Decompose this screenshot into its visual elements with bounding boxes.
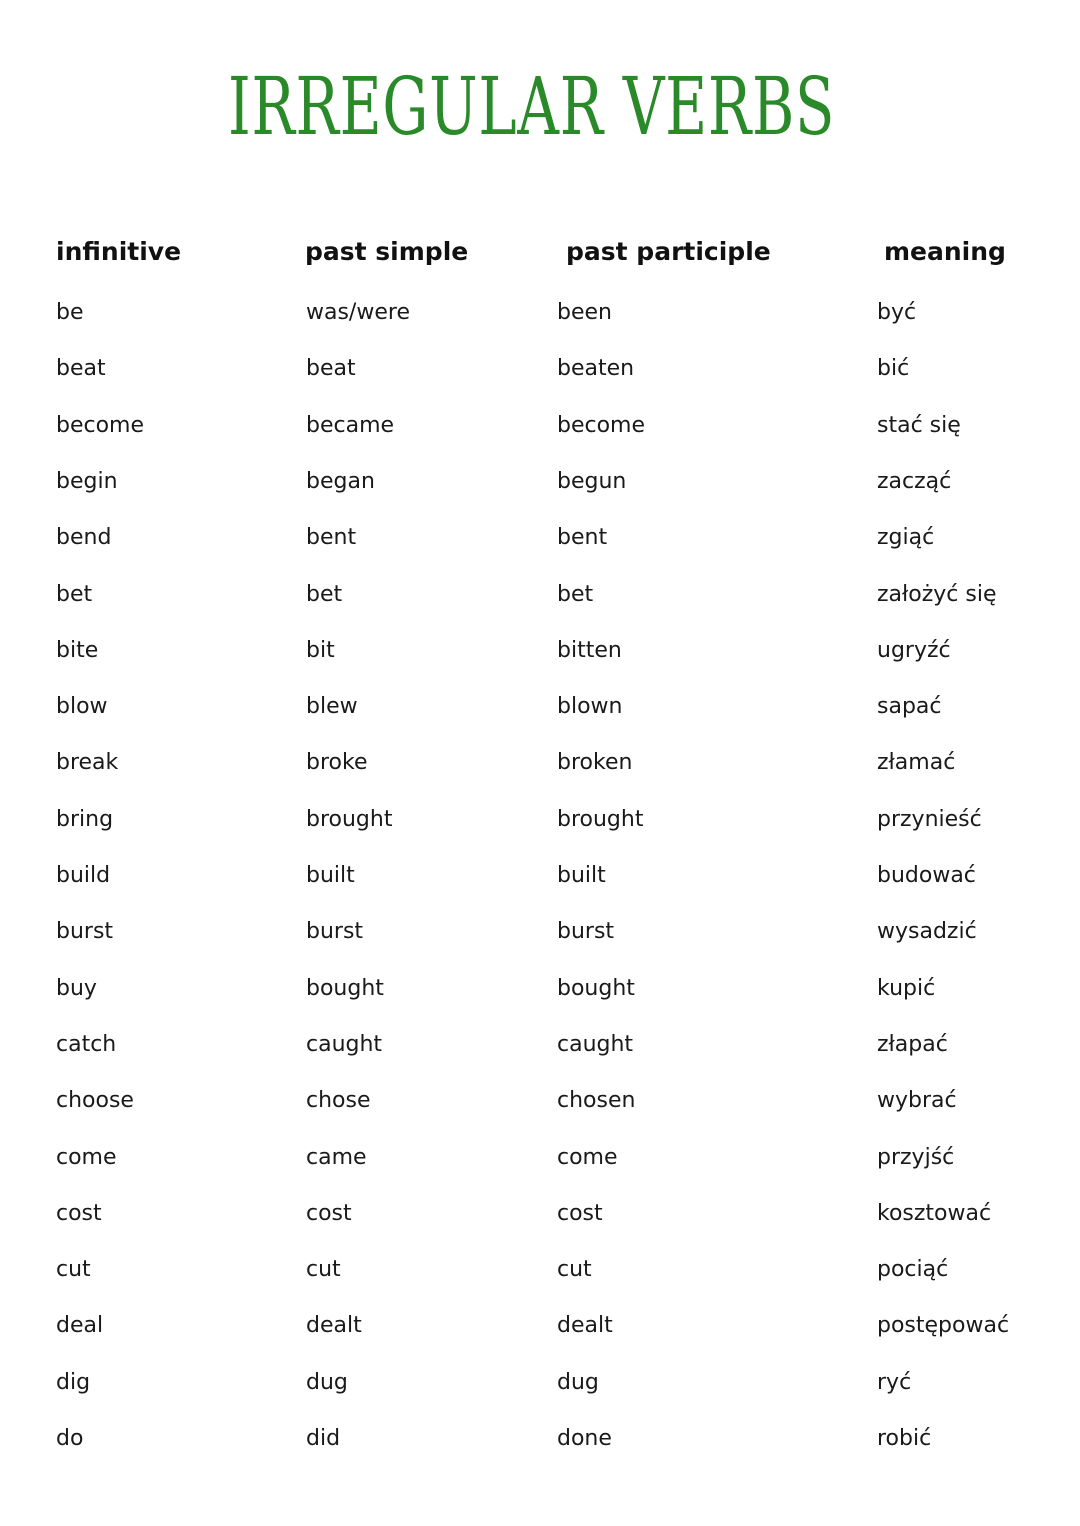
cell-infinitive: break bbox=[56, 750, 119, 776]
cell-past-participle: built bbox=[557, 863, 606, 888]
cell-meaning: zacząć bbox=[877, 468, 952, 494]
cell-past-participle: done bbox=[557, 1426, 612, 1451]
cell-infinitive: come bbox=[56, 1144, 117, 1170]
cell-past-participle: bought bbox=[557, 975, 635, 1001]
cell-past-participle: burst bbox=[557, 919, 615, 945]
cell-past-simple: became bbox=[306, 412, 395, 438]
cell-meaning: postępować bbox=[877, 1313, 1010, 1339]
cell-past-participle: brought bbox=[557, 806, 644, 832]
cell-past-simple: burst bbox=[306, 919, 364, 945]
cell-meaning: bić bbox=[877, 356, 910, 382]
cell-infinitive: burst bbox=[56, 919, 114, 945]
header-meaning: meaning bbox=[884, 237, 1006, 266]
cell-past-simple: began bbox=[306, 468, 375, 494]
cell-meaning: przyjść bbox=[877, 1144, 955, 1170]
cell-meaning: stać się bbox=[877, 412, 961, 438]
cell-past-simple: built bbox=[306, 863, 355, 888]
cell-infinitive: bend bbox=[56, 525, 112, 551]
cell-meaning: złapać bbox=[877, 1031, 948, 1057]
cell-past-simple: did bbox=[306, 1426, 341, 1451]
cell-past-simple: cut bbox=[306, 1257, 341, 1283]
cell-past-participle: caught bbox=[557, 1031, 634, 1057]
cell-infinitive: deal bbox=[56, 1313, 104, 1339]
cell-infinitive: become bbox=[56, 412, 145, 438]
cell-meaning: wysadzić bbox=[877, 919, 977, 945]
cell-infinitive: choose bbox=[56, 1088, 134, 1114]
cell-meaning: kosztować bbox=[877, 1200, 992, 1226]
cell-meaning: zgiąć bbox=[877, 525, 935, 551]
cell-past-participle: become bbox=[557, 412, 646, 438]
page-title: IRREGULAR VERBS bbox=[228, 60, 836, 153]
cell-infinitive: build bbox=[56, 863, 111, 888]
cell-past-participle: come bbox=[557, 1144, 618, 1170]
cell-infinitive: do bbox=[56, 1426, 84, 1451]
cell-past-simple: dug bbox=[306, 1369, 348, 1395]
cell-past-participle: broken bbox=[557, 750, 633, 776]
cell-infinitive: begin bbox=[56, 468, 118, 494]
cell-infinitive: be bbox=[56, 300, 84, 325]
cell-infinitive: cut bbox=[56, 1257, 91, 1283]
cell-past-simple: bought bbox=[306, 975, 384, 1001]
cell-past-participle: cut bbox=[557, 1257, 592, 1283]
header-infinitive: infinitive bbox=[56, 237, 182, 266]
cell-meaning: wybrać bbox=[877, 1088, 957, 1114]
header-past-participle: past participle bbox=[566, 237, 771, 266]
cell-meaning: ugryźć bbox=[877, 637, 951, 663]
cell-meaning: złamać bbox=[877, 750, 956, 776]
cell-past-participle: cost bbox=[557, 1200, 603, 1226]
header-past-simple: past simple bbox=[305, 237, 469, 266]
cell-past-simple: broke bbox=[306, 750, 368, 776]
cell-infinitive: bring bbox=[56, 806, 114, 832]
cell-infinitive: dig bbox=[56, 1369, 91, 1395]
cell-meaning: przynieść bbox=[877, 806, 982, 832]
cell-infinitive: catch bbox=[56, 1031, 117, 1057]
cell-infinitive: buy bbox=[56, 975, 97, 1001]
cell-past-participle: begun bbox=[557, 468, 627, 494]
cell-meaning: pociąć bbox=[877, 1257, 949, 1283]
cell-infinitive: cost bbox=[56, 1200, 102, 1226]
cell-past-participle: blown bbox=[557, 694, 623, 720]
cell-past-simple: beat bbox=[306, 356, 356, 382]
cell-infinitive: bite bbox=[56, 637, 99, 663]
cell-past-simple: caught bbox=[306, 1031, 383, 1057]
cell-meaning: ryć bbox=[877, 1369, 912, 1395]
cell-past-participle: bet bbox=[557, 581, 594, 607]
cell-past-simple: bet bbox=[306, 581, 343, 607]
cell-past-participle: dug bbox=[557, 1369, 599, 1395]
cell-infinitive: bet bbox=[56, 581, 93, 607]
cell-infinitive: blow bbox=[56, 694, 108, 720]
cell-past-participle: dealt bbox=[557, 1313, 613, 1339]
cell-meaning: założyć się bbox=[877, 581, 997, 607]
cell-past-simple: bit bbox=[306, 637, 335, 663]
cell-past-simple: cost bbox=[306, 1200, 352, 1226]
cell-past-simple: bent bbox=[306, 525, 357, 551]
cell-past-simple: dealt bbox=[306, 1313, 362, 1339]
cell-past-participle: chosen bbox=[557, 1088, 636, 1114]
cell-infinitive: beat bbox=[56, 356, 106, 382]
cell-past-simple: blew bbox=[306, 694, 358, 720]
cell-past-participle: bent bbox=[557, 525, 608, 551]
cell-past-participle: been bbox=[557, 300, 612, 325]
cell-past-participle: bitten bbox=[557, 637, 622, 663]
cell-meaning: sapać bbox=[877, 694, 942, 720]
cell-meaning: być bbox=[877, 300, 917, 325]
cell-past-simple: came bbox=[306, 1144, 367, 1170]
cell-past-participle: beaten bbox=[557, 356, 635, 382]
cell-meaning: budować bbox=[877, 863, 976, 888]
cell-past-simple: brought bbox=[306, 806, 393, 832]
cell-past-simple: was/were bbox=[306, 300, 410, 325]
cell-meaning: robić bbox=[877, 1426, 932, 1451]
cell-meaning: kupić bbox=[877, 975, 936, 1001]
cell-past-simple: chose bbox=[306, 1088, 371, 1114]
